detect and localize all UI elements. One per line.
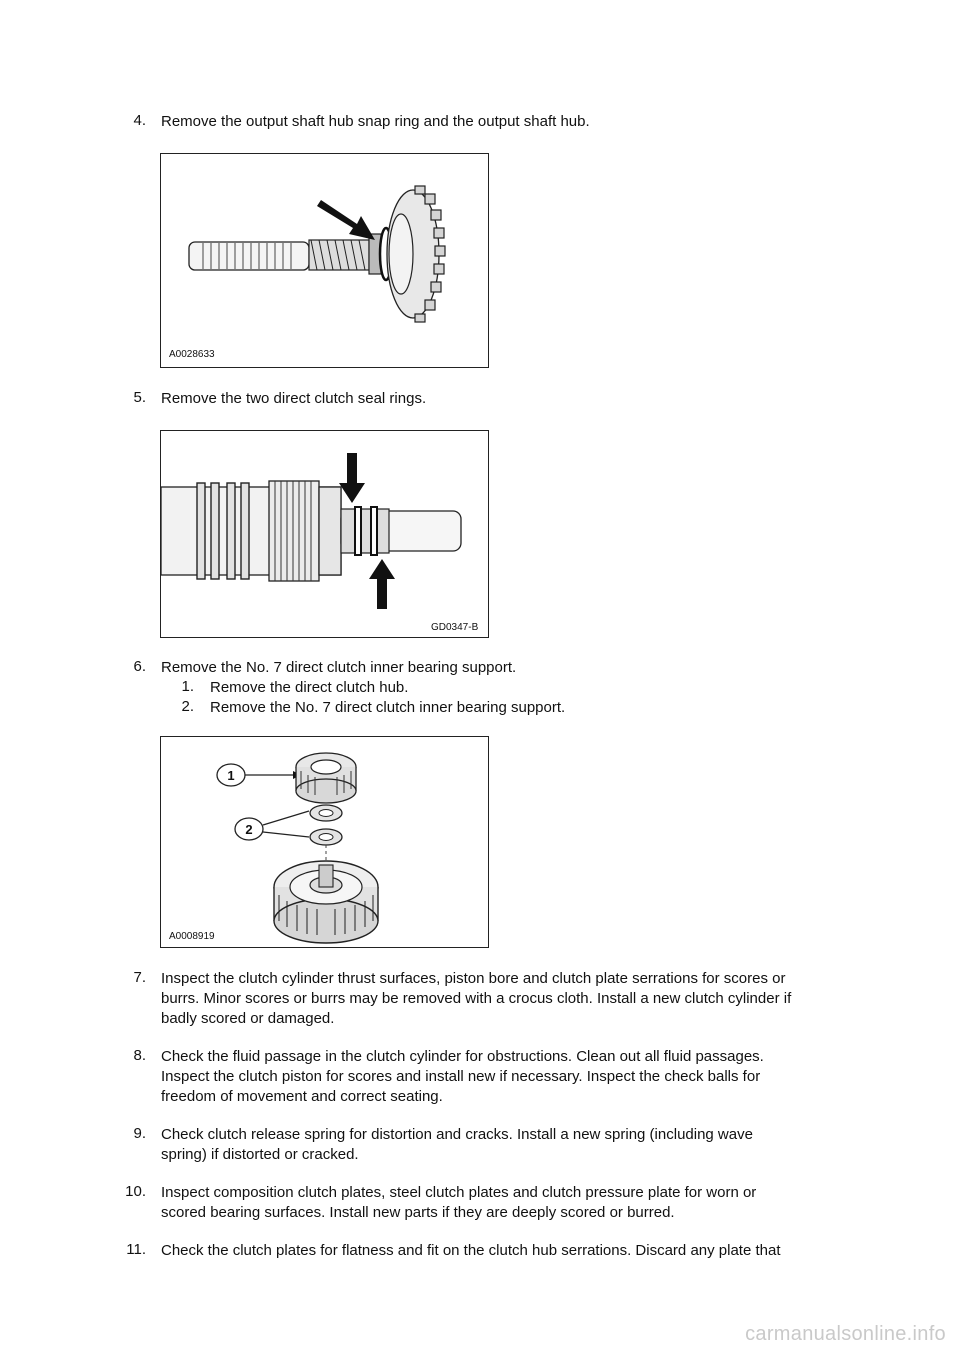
- figure-code: A0028633: [169, 349, 215, 360]
- figure-seal-rings: [160, 430, 489, 638]
- figure-code: GD0347-B: [431, 622, 479, 633]
- step-text-line: Check clutch release spring for distortion and cracks. Install a new spring (including wave: [161, 1126, 753, 1143]
- bearing-support-illustration: [161, 737, 488, 947]
- figure-code: A0008919: [169, 931, 215, 942]
- step-text-line: Inspect composition clutch plates, steel clutch plates and clutch pressure plate for worn or: [161, 1184, 757, 1201]
- figure-bearing-support: [160, 736, 489, 948]
- step-text: Remove the output shaft hub snap ring and the output shaft hub.: [161, 113, 590, 130]
- watermark-footer: carmanualsonline.info: [745, 1323, 946, 1345]
- step-text-line: Inspect the clutch cylinder thrust surfaces, piston bore and clutch plate serrations for scores or: [161, 970, 786, 987]
- step-text-line: badly scored or damaged.: [161, 1010, 335, 1027]
- step-number: 6.: [133, 658, 146, 675]
- step-number: 7.: [133, 969, 146, 986]
- output-shaft-illustration: [161, 154, 488, 367]
- substep-number: 2.: [181, 698, 194, 715]
- step-text: Remove the two direct clutch seal rings.: [161, 390, 427, 407]
- callout-2-label: 2: [245, 822, 253, 837]
- step-text: Remove the No. 7 direct clutch inner bearing support.: [161, 659, 517, 676]
- figure-output-shaft-hub: [160, 153, 489, 368]
- step-text-line: Check the clutch plates for flatness and fit on the clutch hub serrations. Discard any plate that: [161, 1242, 781, 1259]
- step-text-line: spring) if distorted or cracked.: [161, 1146, 359, 1163]
- step-number: 10.: [125, 1183, 146, 1200]
- seal-rings-illustration: [161, 431, 488, 637]
- substep-text: Remove the No. 7 direct clutch inner bearing support.: [210, 699, 566, 716]
- step-number: 9.: [133, 1125, 146, 1142]
- callout-1-label: 1: [227, 768, 235, 783]
- step-number: 5.: [133, 389, 146, 406]
- step-number: 4.: [133, 112, 146, 129]
- substep-number: 1.: [181, 678, 194, 695]
- step-text-line: scored bearing surfaces. Install new parts if they are deeply scored or burred.: [161, 1204, 675, 1221]
- step-number: 11.: [126, 1241, 146, 1258]
- step-text-line: Check the fluid passage in the clutch cylinder for obstructions. Clean out all fluid passages.: [161, 1048, 764, 1065]
- step-text-line: freedom of movement and correct seating.: [161, 1088, 443, 1105]
- step-text-line: burrs. Minor scores or burrs may be removed with a crocus cloth. Install a new clutch cylinder if: [161, 990, 792, 1007]
- substep-text: Remove the direct clutch hub.: [210, 679, 409, 696]
- step-number: 8.: [133, 1047, 146, 1064]
- step-text-line: Inspect the clutch piston for scores and install new if necessary. Inspect the check balls for: [161, 1068, 761, 1085]
